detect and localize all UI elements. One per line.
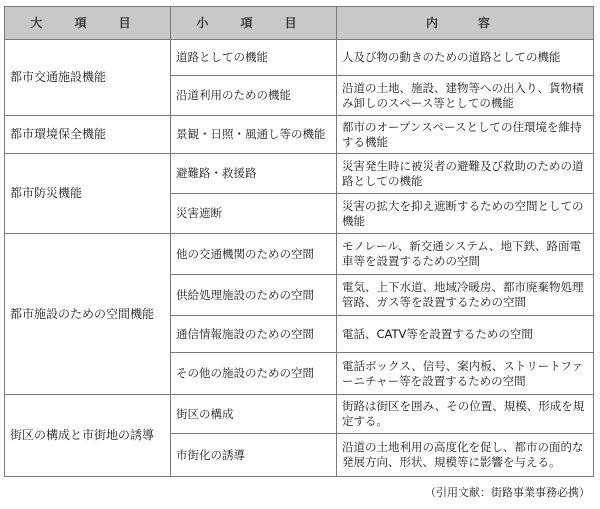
content-item: 電気、上下水道、地域冷暖房、都市廃棄物処理管路、ガス等を設置するための空間 bbox=[337, 275, 594, 316]
citation-note: （引用文献：街路事業事務必携） bbox=[425, 486, 590, 499]
major-item: 都市施設のための空間機能 bbox=[5, 234, 171, 395]
table-row bbox=[5, 40, 594, 76]
table-row bbox=[5, 234, 594, 275]
content-item: 沿道の土地、施設、建物等への出入り、貨物積み卸しのスペース等としての機能 bbox=[337, 76, 594, 116]
table-row bbox=[5, 116, 594, 154]
header-content: 内 容 bbox=[337, 7, 594, 40]
content-item: 電話ボックス、信号、案内板、ストリートファーニチャー等を設置するための空間 bbox=[337, 353, 594, 395]
major-item: 街区の構成と市街地の誘導 bbox=[5, 395, 171, 477]
table-row bbox=[5, 154, 594, 194]
road-function-table bbox=[4, 6, 594, 477]
content-item: 都市のオープンスペースとしての住環境を維持する機能 bbox=[337, 116, 594, 154]
content-item: 電話、CATV等を設置するための空間 bbox=[337, 316, 594, 353]
table-row bbox=[5, 395, 594, 434]
content-item: モノレール、新交通システム、地下鉄、路面電車等を設置するための空間 bbox=[337, 234, 594, 275]
content-item: 沿道の土地利用の高度化を促し、都市の面的な発展方向、形状、規模等に影響を与える。 bbox=[337, 434, 594, 477]
header-major: 大 項 目 bbox=[5, 7, 171, 40]
minor-item: 供給処理施設のための空間 bbox=[171, 275, 337, 316]
minor-item: 道路としての機能 bbox=[171, 40, 337, 76]
major-item: 都市環境保全機能 bbox=[5, 116, 171, 154]
major-item: 都市防災機能 bbox=[5, 154, 171, 234]
header-row bbox=[5, 7, 594, 40]
minor-item: 災害遮断 bbox=[171, 194, 337, 234]
minor-item: 他の交通機関のための空間 bbox=[171, 234, 337, 275]
header-minor: 小 項 目 bbox=[171, 7, 337, 40]
minor-item: 景観・日照・風通し等の機能 bbox=[171, 116, 337, 154]
minor-item: その他の施設のための空間 bbox=[171, 353, 337, 395]
major-item: 都市交通施設機能 bbox=[5, 40, 171, 116]
minor-item: 避難路・救援路 bbox=[171, 154, 337, 194]
content-item: 災害発生時に被災者の避難及び救助のための道路としての機能 bbox=[337, 154, 594, 194]
minor-item: 沿道利用のための機能 bbox=[171, 76, 337, 116]
content-item: 街路は街区を囲み、その位置、規模、形成を規定する。 bbox=[337, 395, 594, 434]
minor-item: 通信情報施設のための空間 bbox=[171, 316, 337, 353]
minor-item: 街区の構成 bbox=[171, 395, 337, 434]
minor-item: 市街化の誘導 bbox=[171, 434, 337, 477]
content-item: 災害の拡大を抑え遮断するための空間としての機能 bbox=[337, 194, 594, 234]
content-item: 人及び物の動きのための道路としての機能 bbox=[337, 40, 594, 76]
